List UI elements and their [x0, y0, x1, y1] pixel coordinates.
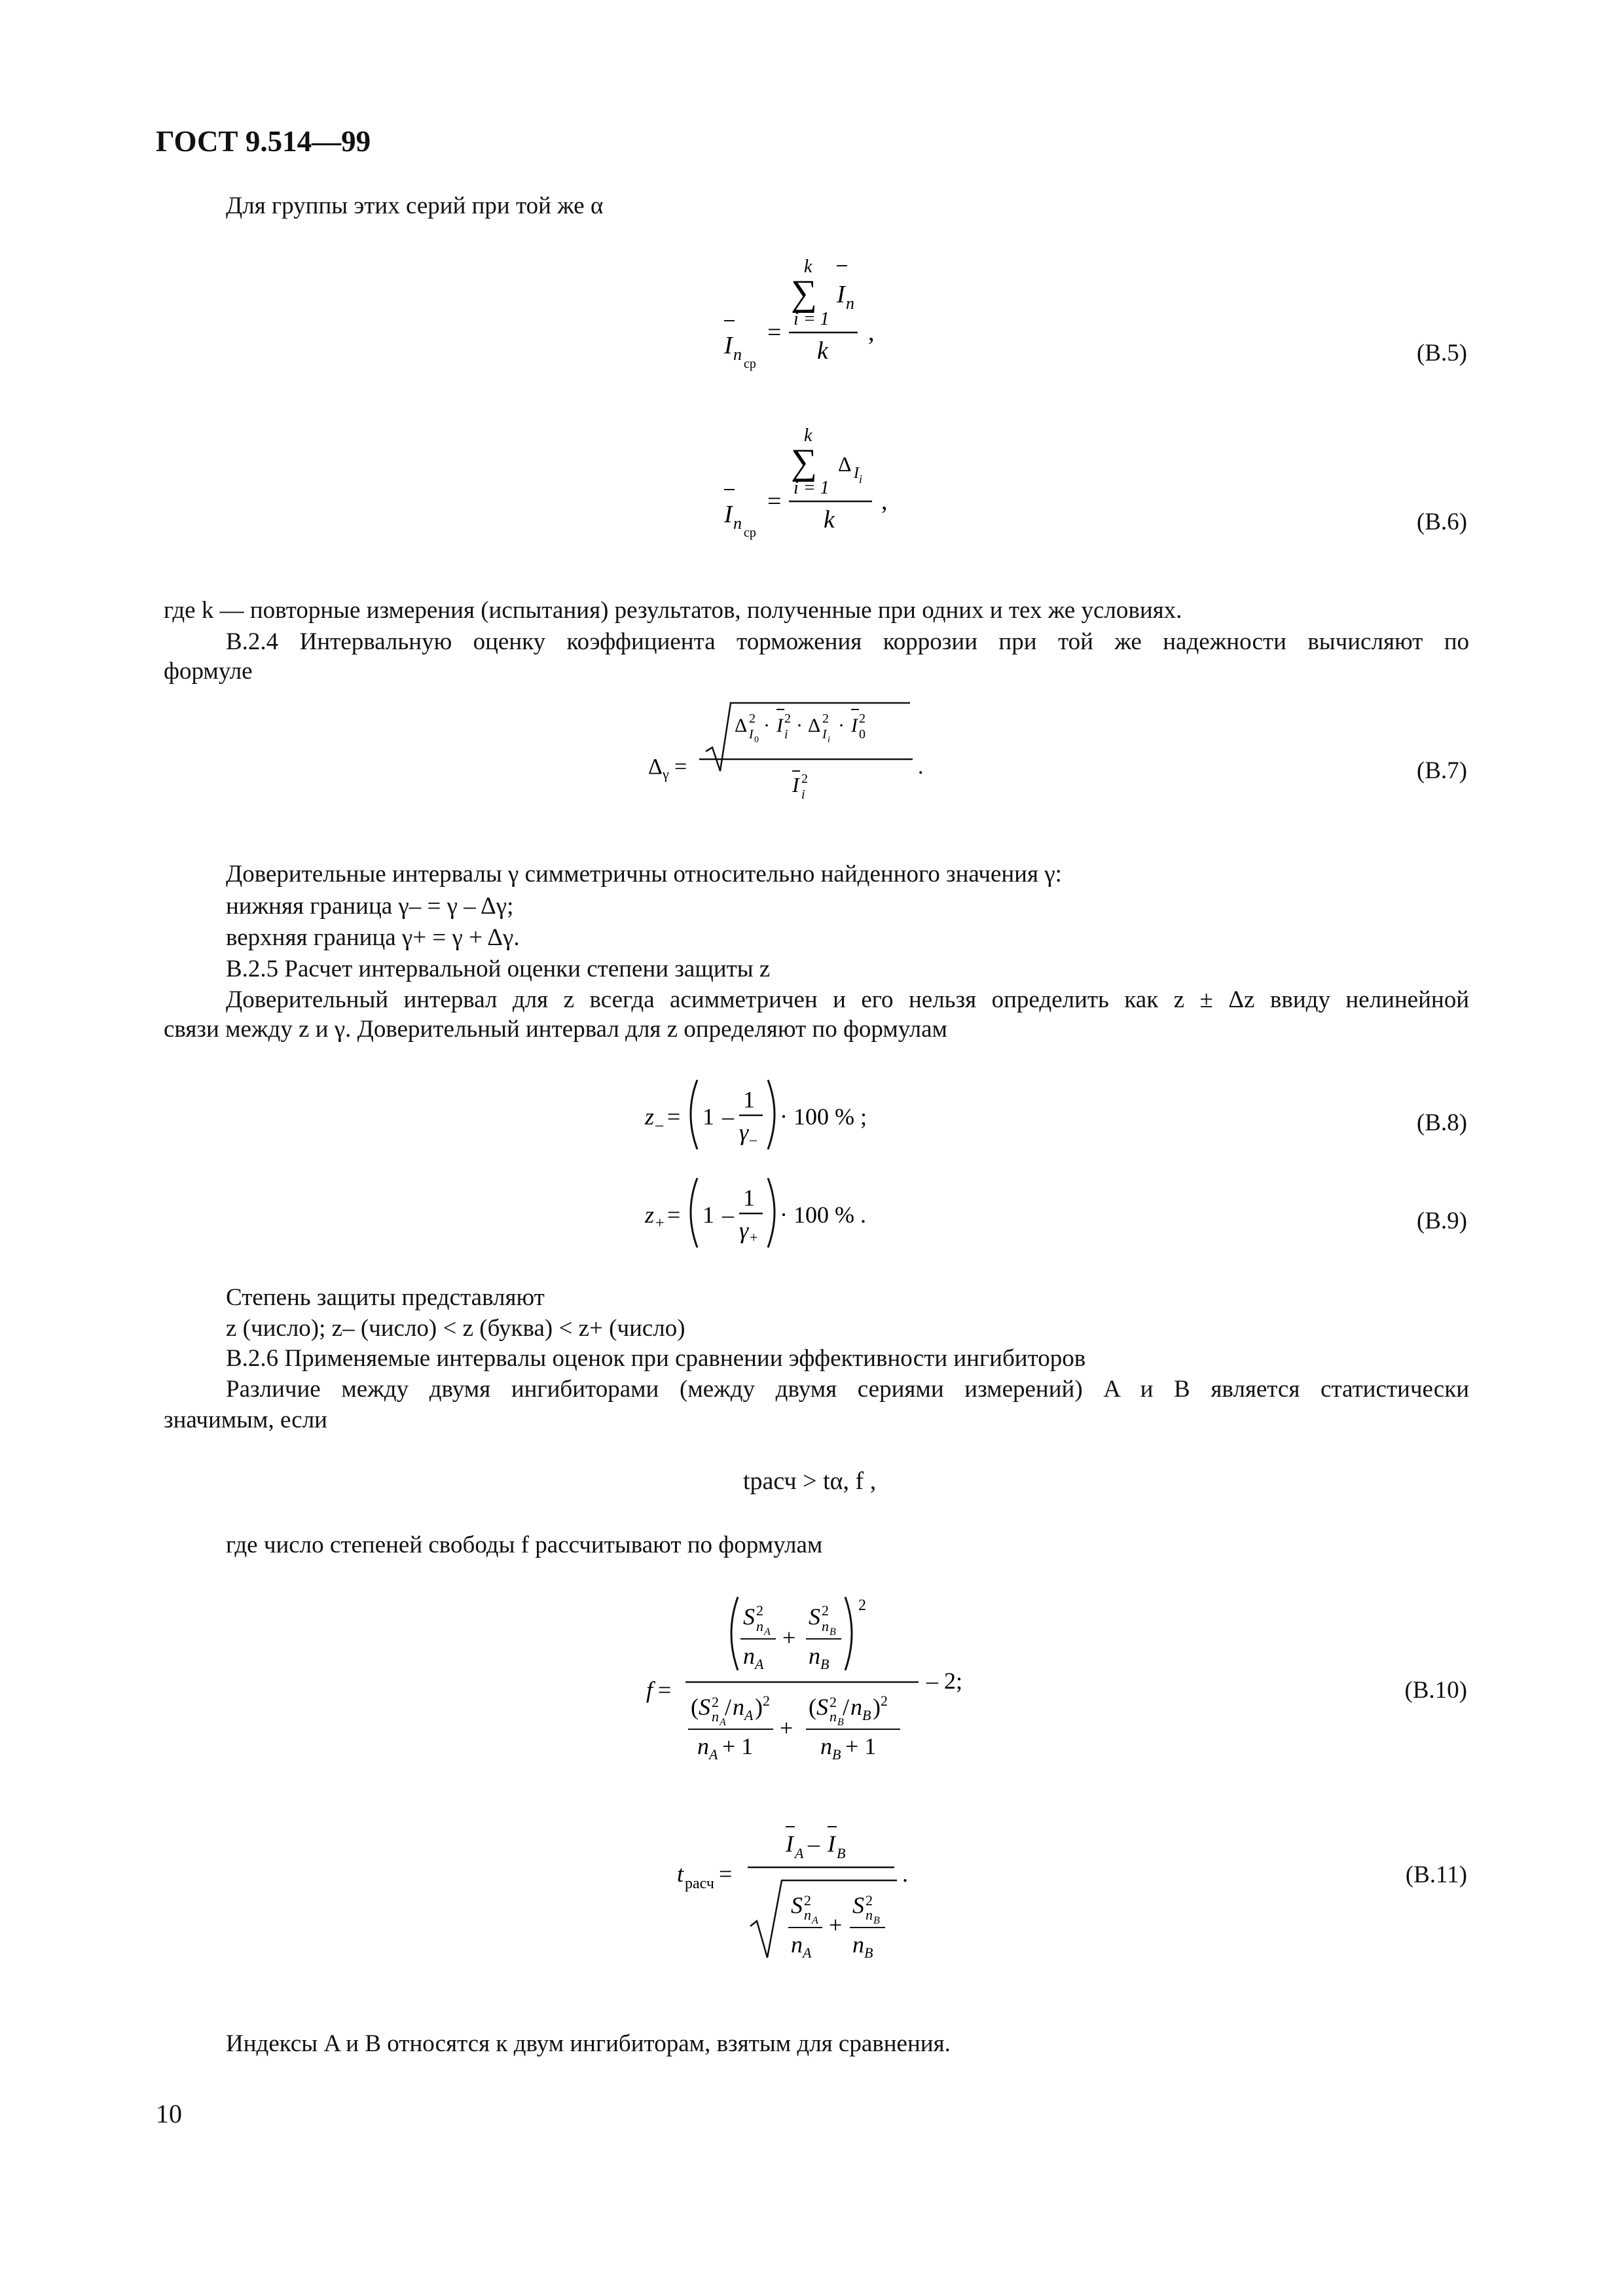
equation-b7: [648, 694, 949, 812]
svg-text:ср: ср: [744, 526, 756, 540]
svg-text:I: I: [724, 501, 733, 528]
svg-text:–: –: [808, 1831, 820, 1857]
equation-t-condition: tрасч > tα, f ,: [743, 1467, 877, 1495]
page-number: 10: [156, 2099, 182, 2128]
svg-text:γ: γ: [739, 1119, 749, 1145]
svg-text:+: +: [750, 1229, 758, 1246]
svg-text:=: =: [658, 1677, 672, 1703]
equation-b9: [645, 1172, 920, 1257]
svg-text:+: +: [829, 1912, 843, 1938]
paragraph-b25: В.2.5 Расчет интервальной оценки степени защиты z: [226, 956, 771, 982]
b8-minus: –: [722, 1103, 734, 1130]
svg-text:=: =: [719, 1861, 733, 1887]
b5-sum-symbol: ∑: [791, 273, 817, 314]
b8-tail: · 100 % ;: [780, 1103, 867, 1130]
b7-trail: .: [918, 755, 924, 779]
b5-sum-top: k: [804, 257, 812, 277]
svg-text:2: 2: [763, 1693, 770, 1709]
svg-text:2: 2: [784, 711, 791, 726]
svg-text:=: =: [767, 488, 782, 515]
paragraph-diff-line1: Различие между двумя ингибиторами (между двумя сериями измерений) A и B является статистически: [226, 1376, 1469, 1403]
b5-term: I: [837, 281, 845, 308]
equation-b10: [645, 1590, 985, 1800]
svg-text:i = 1: i = 1: [793, 478, 830, 498]
svg-text:+: +: [782, 1624, 796, 1651]
svg-text:,: ,: [881, 488, 888, 515]
svg-text:=: =: [674, 755, 687, 779]
paragraph-freedom: где число степеней свободы f рассчитывают по формулам: [226, 1532, 823, 1558]
svg-text:n: n: [866, 1907, 873, 1923]
svg-text:Δ: Δ: [648, 755, 663, 779]
b5-denominator: k: [817, 337, 828, 365]
svg-text:): ): [755, 1694, 763, 1720]
svg-text:+ 1: + 1: [845, 1733, 877, 1759]
svg-text:B: B: [862, 1707, 871, 1723]
svg-text:0: 0: [754, 735, 759, 745]
svg-text:0: 0: [859, 727, 866, 742]
svg-text:Δ: Δ: [808, 715, 821, 736]
svg-text:B: B: [864, 1945, 873, 1961]
svg-text:n: n: [804, 1907, 811, 1923]
svg-text:n: n: [712, 1708, 719, 1725]
svg-text:2: 2: [858, 1597, 866, 1614]
svg-text:S: S: [791, 1892, 803, 1918]
svg-text:S: S: [852, 1892, 864, 1918]
svg-text:i: i: [784, 727, 788, 742]
svg-text:I: I: [854, 465, 859, 482]
svg-text:I: I: [749, 727, 754, 742]
svg-text:B: B: [820, 1656, 830, 1672]
b5-lhs-sub: n: [733, 345, 742, 364]
paragraph-where-k: где k — повторные измерения (испытания) результатов, полученные при одних и тех же условиях.: [164, 597, 1182, 624]
equation-number-b10: (В.10): [1404, 1677, 1467, 1704]
svg-text:(: (: [809, 1694, 816, 1720]
svg-text:2: 2: [866, 1892, 873, 1909]
paragraph-b24-line2: формуле: [164, 658, 253, 685]
svg-text:B: B: [837, 1717, 844, 1728]
equation-b5: [720, 255, 917, 386]
svg-text:S: S: [743, 1604, 755, 1630]
svg-text:+ 1: + 1: [722, 1733, 754, 1759]
svg-text:·: ·: [838, 715, 845, 736]
svg-text:2: 2: [822, 1602, 829, 1619]
b8-num: 1: [743, 1086, 755, 1113]
svg-text:2: 2: [749, 711, 756, 726]
svg-text:A: A: [812, 1915, 818, 1926]
svg-text:I: I: [851, 715, 858, 736]
paragraph-indexes: Индексы A и B относятся к двум ингибиторам, взятым для сравнения.: [226, 2030, 951, 2057]
svg-text:n: n: [733, 1694, 744, 1720]
svg-text:n: n: [830, 1708, 837, 1725]
svg-text:=: =: [667, 1202, 681, 1228]
svg-text:2: 2: [830, 1694, 837, 1710]
svg-text:n: n: [791, 1931, 803, 1958]
b9-tail: · 100 % .: [780, 1202, 866, 1228]
svg-text:·: ·: [763, 715, 770, 736]
svg-text:I: I: [822, 727, 827, 742]
svg-text:B: B: [830, 1626, 836, 1638]
paragraph-degree: Степень защиты представляют: [226, 1284, 545, 1311]
svg-text:A: A: [744, 1707, 754, 1723]
svg-text:+: +: [655, 1215, 665, 1232]
equation-number-b8: (В.8): [1416, 1109, 1467, 1136]
equation-number-b7: (В.7): [1416, 757, 1467, 784]
svg-text:B: B: [873, 1915, 880, 1926]
svg-text:/: /: [725, 1694, 732, 1720]
svg-text:2: 2: [859, 711, 866, 726]
svg-text:z: z: [645, 1202, 655, 1228]
svg-text:S: S: [809, 1604, 820, 1630]
b5-lhs: I: [724, 332, 733, 359]
svg-text:(: (: [691, 1694, 699, 1720]
svg-text:B: B: [832, 1746, 841, 1763]
svg-text:2: 2: [756, 1602, 763, 1619]
paragraph-degree-format: z (число); z– (число) < z (буква) < z+ (число): [226, 1315, 685, 1342]
svg-text:A: A: [795, 1845, 804, 1861]
equation-number-b11: (В.11): [1405, 1861, 1467, 1888]
paragraph-lower-bound: нижняя граница γ– = γ – Δγ;: [226, 893, 514, 920]
svg-text:2: 2: [712, 1694, 719, 1710]
svg-text:B: B: [837, 1845, 846, 1861]
b10-tail: – 2;: [926, 1668, 963, 1694]
b5-term-sub: n: [846, 294, 854, 313]
svg-text:γ: γ: [663, 766, 669, 782]
svg-text:I: I: [776, 715, 783, 736]
svg-text:S: S: [699, 1694, 710, 1720]
paragraph-b24-line1: В.2.4 Интервальную оценку коэффициента торможения коррозии при той же надежности вычисляют по: [226, 628, 1469, 655]
svg-text:n: n: [820, 1733, 832, 1759]
svg-text:i: i: [828, 735, 830, 745]
svg-text:+: +: [780, 1715, 793, 1741]
b5-lhs-subsub: ср: [744, 357, 756, 371]
svg-text:2: 2: [881, 1693, 888, 1709]
paragraph-confidence: Доверительные интервалы γ симметричны относительно найденного значения γ:: [226, 861, 1062, 888]
paragraph-b26: В.2.6 Применяемые интервалы оценок при сравнении эффективности ингибиторов: [226, 1345, 1086, 1372]
svg-text:S: S: [816, 1694, 828, 1720]
svg-text:/: /: [843, 1694, 850, 1720]
svg-text:n: n: [852, 1931, 864, 1958]
b5-trail: ,: [868, 319, 875, 346]
svg-text:i: i: [859, 473, 863, 486]
paragraph-diff-line2: значимым, если: [164, 1407, 327, 1433]
svg-text:n: n: [756, 1618, 763, 1634]
svg-text:i: i: [801, 787, 805, 802]
equation-number-b6: (В.6): [1416, 509, 1467, 535]
svg-text:k: k: [804, 425, 812, 446]
svg-text:A: A: [720, 1717, 726, 1728]
svg-text:A: A: [709, 1746, 718, 1763]
paragraph-upper-bound: верхняя граница γ+ = γ + Δγ.: [226, 924, 520, 951]
svg-text:): ): [873, 1694, 881, 1720]
b9-minus: –: [722, 1202, 734, 1228]
svg-text:I: I: [792, 773, 799, 797]
svg-text:A: A: [803, 1945, 812, 1961]
equation-number-b9: (В.9): [1416, 1208, 1467, 1234]
equation-b11: [674, 1810, 962, 1980]
svg-text:–: –: [750, 1131, 757, 1147]
svg-text:расч: расч: [685, 1875, 714, 1892]
svg-text:∑: ∑: [791, 442, 817, 482]
svg-text:n: n: [809, 1643, 820, 1669]
svg-text:n: n: [697, 1733, 709, 1759]
svg-text:f: f: [646, 1677, 653, 1703]
b5-sum-bottom: i = 1: [793, 309, 830, 329]
svg-text:z: z: [645, 1103, 655, 1130]
document-header: ГОСТ 9.514—99: [156, 125, 371, 158]
svg-text:t: t: [677, 1861, 684, 1887]
paragraph-group-series: Для группы этих серий при той же α: [226, 192, 604, 219]
b11-trail: .: [902, 1861, 908, 1887]
b9-one: 1: [702, 1202, 714, 1228]
svg-text:γ: γ: [739, 1217, 749, 1244]
svg-text:Δ: Δ: [735, 715, 748, 736]
svg-text:·: ·: [796, 715, 803, 736]
svg-text:=: =: [667, 1103, 681, 1130]
svg-text:A: A: [755, 1656, 764, 1672]
equation-number-b5: (В.5): [1416, 340, 1467, 367]
svg-text:2: 2: [801, 772, 808, 786]
svg-text:n: n: [822, 1618, 829, 1634]
svg-text:2: 2: [822, 711, 829, 726]
svg-text:A: A: [764, 1626, 771, 1638]
svg-text:I: I: [828, 1831, 835, 1857]
b6-term: Δ: [838, 452, 852, 476]
svg-text:2: 2: [804, 1892, 811, 1909]
paragraph-conf-z-line2: связи между z и γ. Доверительный интервал для z определяют по формулам: [164, 1016, 947, 1043]
svg-text:=: =: [767, 319, 782, 346]
svg-text:n: n: [733, 514, 742, 533]
b8-one: 1: [702, 1103, 714, 1130]
svg-text:k: k: [824, 506, 835, 533]
svg-text:n: n: [743, 1643, 755, 1669]
svg-text:n: n: [850, 1694, 862, 1720]
paragraph-conf-z-line1: Доверительный интервал для z всегда асимметричен и его нельзя определить как z ± Δz ввиду нелинейной: [226, 986, 1469, 1013]
equation-b6: [720, 424, 930, 555]
svg-text:I: I: [786, 1831, 793, 1857]
svg-text:–: –: [655, 1117, 663, 1134]
equation-b8: [645, 1073, 920, 1158]
b9-num: 1: [743, 1185, 755, 1211]
